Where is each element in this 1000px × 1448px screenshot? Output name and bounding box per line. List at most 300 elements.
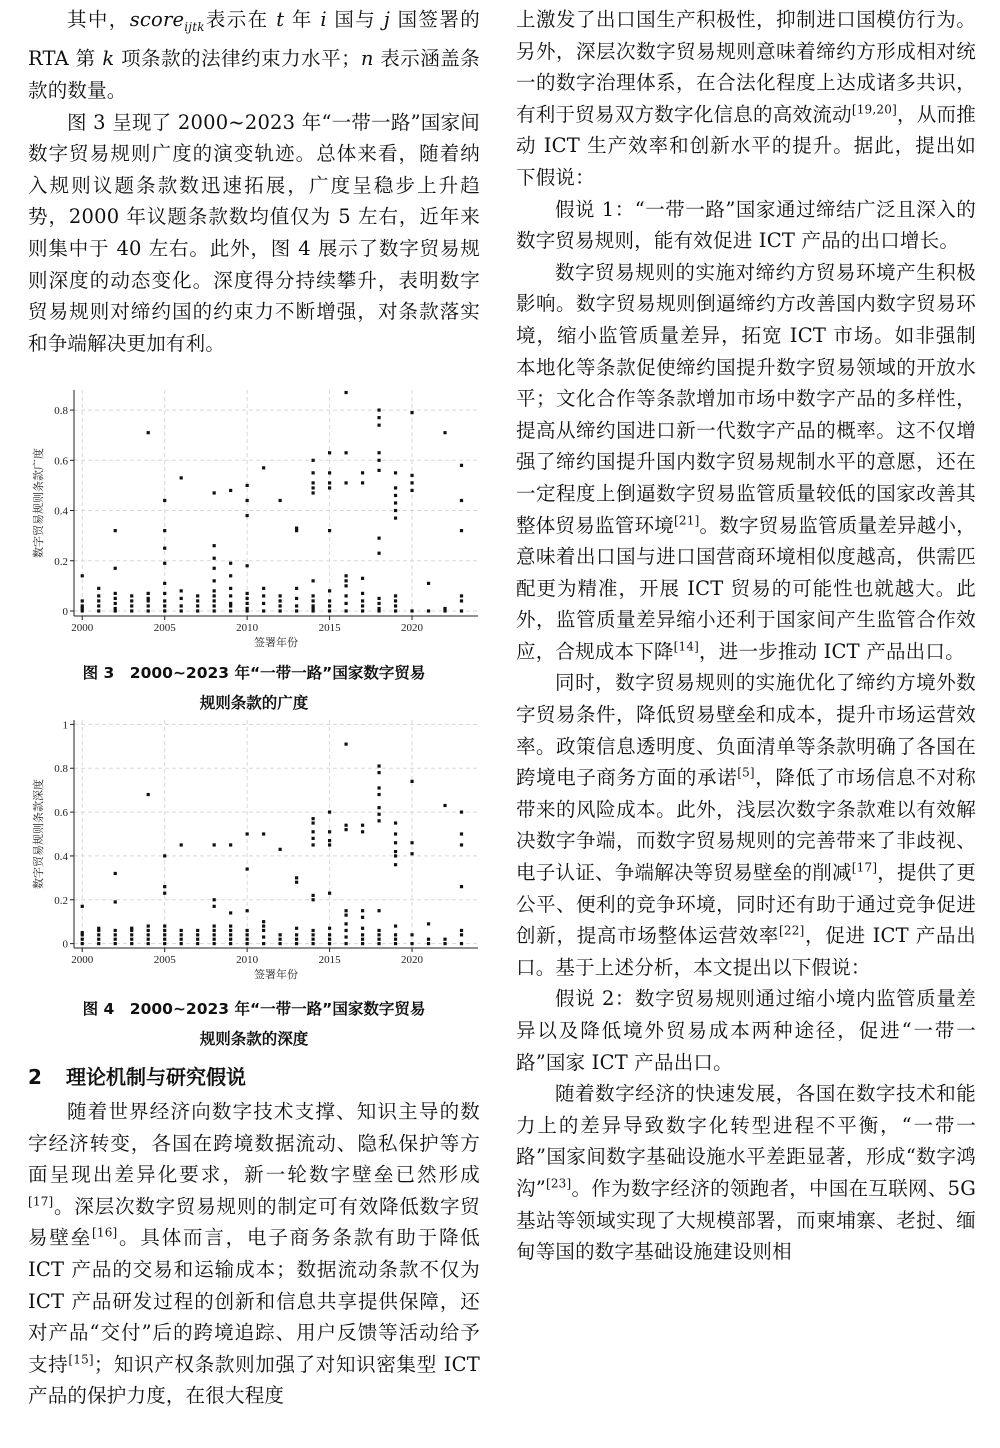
data-point (377, 786, 380, 789)
math-var: score (129, 8, 185, 31)
data-point (262, 602, 265, 605)
section-number: 2 (28, 1065, 42, 1089)
data-point (130, 933, 133, 936)
data-point (460, 464, 463, 467)
data-point (312, 604, 315, 607)
math-var: i (320, 8, 327, 31)
data-point (377, 764, 380, 767)
data-point (213, 938, 216, 941)
data-point (344, 914, 347, 917)
data-point (147, 942, 150, 945)
data-point (377, 602, 380, 605)
data-point (262, 935, 265, 938)
data-point (97, 587, 100, 590)
y-tick-label: 0.2 (54, 894, 68, 907)
data-point (213, 557, 216, 560)
data-point (196, 942, 199, 945)
data-point (213, 604, 216, 607)
y-tick-label: 0 (62, 938, 68, 951)
data-point (130, 604, 133, 607)
data-point (213, 843, 216, 846)
data-point (196, 938, 199, 941)
y-tick-label: 0.4 (54, 850, 68, 863)
data-point (460, 843, 463, 846)
data-point (147, 929, 150, 932)
data-point (328, 599, 331, 602)
data-point (410, 481, 413, 484)
data-point (410, 411, 413, 414)
paragraph-p2 (28, 107, 480, 360)
data-point (361, 916, 364, 919)
data-point (213, 933, 216, 936)
data-point (81, 905, 84, 908)
data-point (361, 909, 364, 912)
data-point (295, 587, 298, 590)
data-point (394, 516, 397, 519)
data-point (344, 942, 347, 945)
data-point (312, 830, 315, 833)
data-point (114, 567, 117, 570)
data-point (147, 793, 150, 796)
data-point (410, 942, 413, 945)
data-point (328, 471, 331, 474)
data-point (328, 451, 331, 454)
data-point (213, 599, 216, 602)
data-point (246, 564, 249, 567)
data-point (344, 935, 347, 938)
data-point (213, 589, 216, 592)
data-point (312, 938, 315, 941)
data-point (262, 594, 265, 597)
data-point (114, 933, 117, 936)
data-point (312, 929, 315, 932)
data-point (344, 579, 347, 582)
x-axis-label: 签署年份 (254, 968, 298, 981)
citation: [17] (28, 1194, 54, 1209)
x-tick-label: 2000 (71, 622, 94, 634)
data-point (460, 933, 463, 936)
data-point (163, 933, 166, 936)
data-point (361, 481, 364, 484)
data-point (229, 924, 232, 927)
data-point (279, 499, 282, 502)
data-point (295, 881, 298, 884)
citation: [19,20] (851, 102, 897, 117)
data-point (196, 609, 199, 612)
data-point (246, 933, 249, 936)
data-point (295, 527, 298, 530)
data-point (361, 927, 364, 930)
y-tick-label: 0.6 (54, 455, 68, 468)
data-point (344, 584, 347, 587)
data-point (460, 810, 463, 813)
data-point (312, 459, 315, 462)
data-point (443, 431, 446, 434)
data-point (328, 830, 331, 833)
citation: [21] (674, 513, 700, 527)
data-point (328, 589, 331, 592)
data-point (163, 562, 166, 565)
data-point (344, 824, 347, 827)
data-point (130, 609, 133, 612)
citation: [15] (68, 1352, 94, 1367)
data-point (213, 609, 216, 612)
data-point (344, 609, 347, 612)
text-run: ，提供了更公平、便利的竞争环境，同时还有助于通过竞争促进创新，提高市场整体运营效率 (516, 861, 976, 948)
data-point (97, 927, 100, 930)
data-point (312, 486, 315, 489)
data-point (163, 604, 166, 607)
data-point (213, 942, 216, 945)
data-point (460, 594, 463, 597)
data-point (180, 942, 183, 945)
data-point (460, 929, 463, 932)
data-point (377, 459, 380, 462)
data-point (229, 602, 232, 605)
data-point (394, 599, 397, 602)
data-point (147, 431, 150, 434)
x-tick-label: 2020 (401, 954, 424, 966)
x-tick-label: 2005 (153, 954, 176, 966)
text-run: 。深层次数字贸易规则的制定可有效降低数字贸易壁垒 (28, 1194, 480, 1250)
data-point (410, 841, 413, 844)
data-point (180, 929, 183, 932)
data-point (377, 929, 380, 932)
data-point (246, 607, 249, 610)
data-point (262, 920, 265, 923)
data-point (213, 924, 216, 927)
data-point (147, 609, 150, 612)
paragraph-r5 (516, 983, 976, 1078)
data-point (114, 597, 117, 600)
data-point (163, 599, 166, 602)
data-point (246, 867, 249, 870)
data-point (295, 604, 298, 607)
data-point (377, 451, 380, 454)
data-point (312, 481, 315, 484)
data-point (163, 592, 166, 595)
data-point (114, 602, 117, 605)
data-point (377, 909, 380, 912)
data-point (180, 589, 183, 592)
y-tick-label: 0.6 (54, 807, 68, 820)
data-point (328, 609, 331, 612)
data-point (229, 933, 232, 936)
data-point (196, 594, 199, 597)
text-run: 。作为数字经济的领跑者，中国在互联网、5G 基站等领域实现了大规模部署，而柬埔寨、老挝、缅甸等国的数字基础设施建设则相 (516, 1176, 976, 1264)
data-point (394, 509, 397, 512)
data-point (114, 900, 117, 903)
x-tick-label: 2015 (318, 622, 341, 634)
figure-4-caption-line1: 图 4 2000~2023 年“一带一路”国家数字贸易 (82, 1000, 426, 1018)
data-point (427, 609, 430, 612)
data-point (377, 819, 380, 822)
text-run: 表示在 (204, 8, 277, 31)
data-point (246, 909, 249, 912)
data-point (130, 927, 133, 930)
text-run: 假说 2：数字贸易规则通过缩小境内监管质量差异以及降低境外贸易成本两种途径，促进“一带一路”国家 ICT 产品出口。 (516, 987, 976, 1074)
data-point (460, 499, 463, 502)
text-run: 表示涵盖条款的数量。 (28, 47, 480, 103)
data-point (427, 938, 430, 941)
data-point (130, 938, 133, 941)
data-point (180, 938, 183, 941)
data-point (114, 938, 117, 941)
data-point (344, 743, 347, 746)
data-point (295, 597, 298, 600)
data-point (377, 552, 380, 555)
x-tick-label: 2020 (401, 622, 424, 634)
data-point (460, 529, 463, 532)
data-point (279, 609, 282, 612)
data-point (229, 942, 232, 945)
data-point (279, 848, 282, 851)
data-point (377, 942, 380, 945)
data-point (443, 938, 446, 941)
data-point (361, 577, 364, 580)
math-var: j (383, 8, 391, 31)
data-point (114, 607, 117, 610)
data-point (180, 604, 183, 607)
data-point (246, 484, 249, 487)
data-point (377, 408, 380, 411)
math-var: k (102, 47, 115, 71)
text-run: 国与 (326, 8, 384, 31)
data-point (213, 594, 216, 597)
data-point (180, 476, 183, 479)
data-point (410, 609, 413, 612)
text-run: 假说 1：“一带一路”国家通过缔结广泛且深入的数字贸易规则，能有效促进 ICT 产品的出口增长。 (516, 197, 976, 253)
data-point (394, 471, 397, 474)
data-point (344, 451, 347, 454)
data-point (163, 885, 166, 888)
figure-3-caption-line2: 规则条款的广度 (199, 694, 309, 712)
data-point (312, 894, 315, 897)
data-point (377, 938, 380, 941)
data-point (81, 931, 84, 934)
data-point (410, 852, 413, 855)
data-point (97, 604, 100, 607)
figure-3-caption (28, 658, 480, 718)
data-point (394, 604, 397, 607)
data-point (344, 922, 347, 925)
data-point (246, 499, 249, 502)
data-point (295, 938, 298, 941)
data-point (229, 843, 232, 846)
data-point (394, 609, 397, 612)
data-point (229, 574, 232, 577)
data-point (312, 817, 315, 820)
data-point (394, 841, 397, 844)
text-run: 国签署的 RTA 第 (28, 8, 481, 71)
paragraph-r1 (516, 4, 976, 194)
y-tick-label: 0 (62, 605, 68, 618)
data-point (377, 813, 380, 816)
data-point (394, 494, 397, 497)
data-point (361, 604, 364, 607)
data-point (213, 567, 216, 570)
data-point (97, 933, 100, 936)
data-point (81, 574, 84, 577)
data-point (312, 821, 315, 824)
data-point (114, 929, 117, 932)
data-point (344, 602, 347, 605)
y-tick-label: 0.4 (54, 505, 68, 518)
data-point (344, 574, 347, 577)
citation: [23] (545, 1176, 572, 1191)
data-point (163, 929, 166, 932)
data-point (312, 579, 315, 582)
data-point (394, 594, 397, 597)
section-title: 理论机制与研究假说 (66, 1065, 246, 1089)
text-run: 其中， (67, 8, 130, 31)
data-point (312, 491, 315, 494)
data-point (295, 927, 298, 930)
data-point (114, 872, 117, 875)
data-point (312, 599, 315, 602)
data-point (394, 933, 397, 936)
data-point (196, 604, 199, 607)
data-point (180, 609, 183, 612)
figure-4-caption (28, 994, 480, 1054)
data-point (460, 599, 463, 602)
x-tick-label: 2000 (71, 954, 94, 966)
data-point (377, 537, 380, 540)
data-point (229, 562, 232, 565)
data-point (460, 609, 463, 612)
data-point (163, 547, 166, 550)
data-point (163, 499, 166, 502)
data-point (213, 544, 216, 547)
breadth-scatter-chart (28, 384, 480, 652)
text-run: 数字贸易规则的实施对缔约方贸易环境产生积极影响。数字贸易规则倒逼缔约方改善国内数字贸易环境，缩小监管质量差异，拓宽 ICT 市场。如非强制本地化等条款促使缔约国提升数字贸易领域的开放水平；文化合作等条款增加市场中数字产品的多样性，提高从缔约国进口新一代数字产品的概率。这不仅增强了缔约国提升国内数字贸易规制水平的意愿，还在一定程度上倒逼数字贸易监管质量较低的国家改善其整体贸易监管环境 (516, 260, 976, 537)
right-text (516, 4, 976, 1268)
data-point (163, 924, 166, 927)
section-heading (28, 1062, 480, 1092)
data-point (394, 486, 397, 489)
data-point (295, 933, 298, 936)
data-point (361, 942, 364, 945)
data-point (328, 839, 331, 842)
data-point (97, 599, 100, 602)
data-point (180, 597, 183, 600)
data-point (97, 938, 100, 941)
data-point (147, 938, 150, 941)
data-point (377, 933, 380, 936)
data-point (130, 594, 133, 597)
data-point (163, 529, 166, 532)
data-point (312, 837, 315, 840)
data-point (262, 609, 265, 612)
data-point (328, 529, 331, 532)
text-run: 同时，数字贸易规则的实施优化了缔约方境外数字贸易条件，降低贸易壁垒和成本，提升市场运营效率。政策信息透明度、负面清单等条款明确了各国在跨境电子商务方面的承诺 (516, 671, 976, 790)
data-point (147, 924, 150, 927)
data-point (279, 942, 282, 945)
data-point (246, 832, 249, 835)
data-point (394, 863, 397, 866)
data-point (328, 927, 331, 930)
data-point (97, 609, 100, 612)
paragraph-p1 (28, 4, 480, 107)
data-point (377, 607, 380, 610)
data-point (163, 892, 166, 895)
data-point (196, 933, 199, 936)
data-point (377, 469, 380, 472)
data-point (295, 942, 298, 945)
data-point (97, 942, 100, 945)
citation: [22] (779, 923, 805, 938)
data-point (81, 938, 84, 941)
text-run: 年 (284, 8, 321, 31)
data-point (229, 911, 232, 914)
data-point (443, 804, 446, 807)
y-tick-label: 0.8 (54, 405, 68, 418)
data-point (312, 933, 315, 936)
data-point (262, 466, 265, 469)
y-tick-label: 0.8 (54, 763, 68, 776)
paragraph-r4 (516, 667, 976, 983)
data-point (229, 594, 232, 597)
data-point (394, 938, 397, 941)
text-run: 随着世界经济向数字技术支撑、知识主导的数字经济转变，各国在跨境数据流动、隐私保护等方面呈现出差异化要求，新一轮数字壁垒已然形成 (28, 1100, 480, 1187)
data-point (147, 933, 150, 936)
data-point (295, 876, 298, 879)
data-point (410, 933, 413, 936)
y-tick-label: 0.2 (54, 555, 68, 568)
figure-4-caption-line2: 规则条款的深度 (199, 1030, 309, 1048)
data-point (163, 609, 166, 612)
citation: [16] (91, 1225, 118, 1240)
data-point (163, 854, 166, 857)
data-point (377, 793, 380, 796)
data-point (328, 481, 331, 484)
data-point (163, 942, 166, 945)
data-point (81, 604, 84, 607)
data-point (246, 602, 249, 605)
data-point (377, 771, 380, 774)
data-point (344, 391, 347, 394)
data-point (427, 942, 430, 945)
text-run: ，降低了市场信息不对称带来的风险成本。此外，浅层次数字条款难以有效解决数字争端，而数字贸易规则的完善带来了非歧视、电子认证、争端解决等贸易壁垒的削减 (516, 766, 977, 885)
data-point (427, 582, 430, 585)
data-point (262, 929, 265, 932)
data-point (394, 850, 397, 853)
text-run: 。数字贸易监管质量差异越小，意味着出口国与进口国营商环境相似度越高，供需匹配更为精准，开展 ICT 贸易的可能性也就越大。此外，监管质量差异缩小还利于国家间产生监管合作效应，合规成本下降 (516, 513, 976, 663)
data-point (460, 885, 463, 888)
data-point (279, 933, 282, 936)
data-point (196, 929, 199, 932)
data-point (213, 491, 216, 494)
x-axis-label: 签署年份 (254, 636, 298, 649)
data-point (361, 824, 364, 827)
data-point (377, 416, 380, 419)
text-run: ，进一步推动 ICT 产品出口。 (699, 639, 965, 663)
data-point (328, 933, 331, 936)
data-point (114, 529, 117, 532)
figure-4 (28, 714, 480, 1054)
data-point (460, 832, 463, 835)
data-point (328, 604, 331, 607)
figure-3 (28, 384, 480, 718)
citation: [17] (851, 860, 878, 875)
data-point (312, 898, 315, 901)
data-point (213, 579, 216, 582)
data-point (312, 942, 315, 945)
data-point (163, 938, 166, 941)
data-point (229, 587, 232, 590)
data-point (213, 898, 216, 901)
x-tick-label: 2010 (236, 954, 259, 966)
